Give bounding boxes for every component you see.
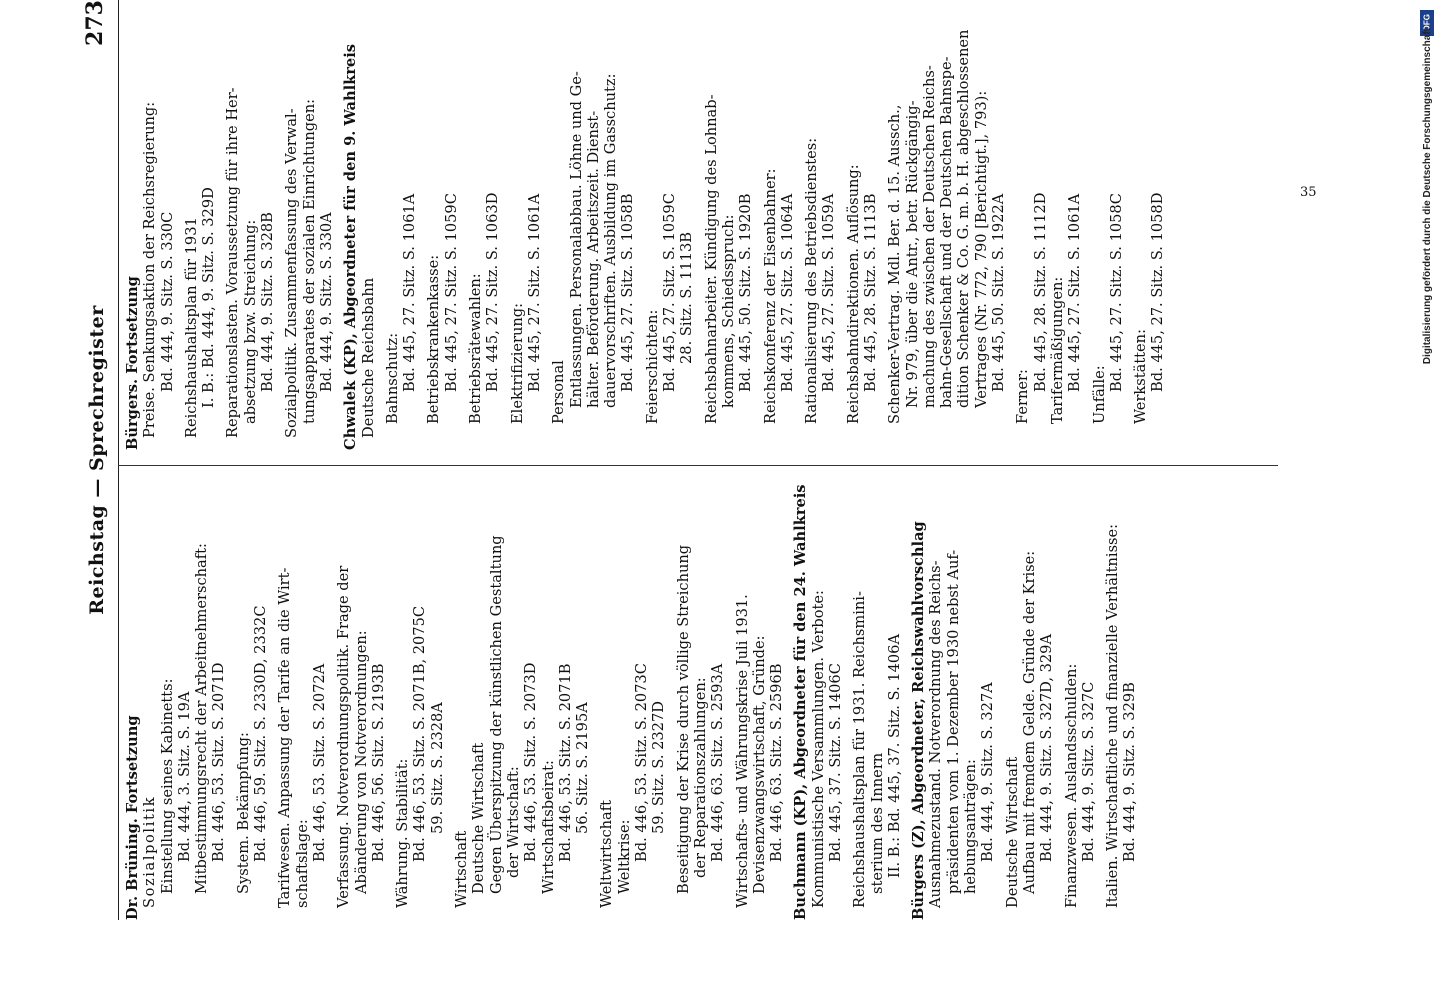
right-index-entry: Bd. 445, 27. Sitz. S. 1059C <box>661 193 679 392</box>
left-index-entry: hebungsanträgen: <box>962 759 980 894</box>
left-index-entry: Bd. 446, 53. Sitz. S. 2071B <box>556 663 574 862</box>
left-index-entry: Reichshaushaltsplan für 1931. Reichsmini- <box>851 591 869 908</box>
left-index-entry: Einstellung seines Kabinetts: <box>158 678 176 894</box>
right-index-entry: Vertrages (Nr. 772, 790 [Berichtigt.], 793): <box>972 90 990 408</box>
right-index-entry: Bd. 444, 9. Sitz. S. 330A <box>317 212 335 392</box>
left-index-entry: sterium des Innern <box>868 752 886 894</box>
right-index-entry: Chwalek (KP), Abgeordneter für den 9. Wahlkreis <box>342 44 360 450</box>
page-header <box>80 0 116 920</box>
right-index-entry: Bd. 445, 50. Sitz. S. 1922A <box>990 193 1008 392</box>
right-index-entry: Bd. 445, 27. Sitz. S. 1059C <box>442 193 460 392</box>
left-index-entry: präsidenten vom 1. Dezember 1930 nebst Auf- <box>944 549 962 894</box>
left-index-entry: Weltkrise: <box>615 819 633 894</box>
right-index-entry: Nr. 979, über die Antr., betr. Rückgängig- <box>903 100 921 408</box>
right-index-entry: Betriebskrankenkasse: <box>425 254 443 424</box>
right-index-entry: Elektrifizierung: <box>508 302 526 424</box>
left-index-entry: der Reparationszahlungen: <box>691 677 709 878</box>
right-index-entry: machung des zwischen der Deutschen Reichs- <box>920 65 938 408</box>
left-index-entry: Bd. 444, 9. Sitz. S. 329B <box>1121 682 1139 862</box>
left-index-entry: Währung. Stabilität: <box>394 758 412 908</box>
left-index-entry: Bd. 446, 53. Sitz. S. 2071B, 2075C <box>411 605 429 862</box>
rotated-page <box>80 0 1290 920</box>
right-index-entry: Bd. 444, 9. Sitz. S. 330C <box>158 211 176 392</box>
right-index-entry: Bd. 445, 27. Sitz. S. 1058B <box>619 193 637 392</box>
left-index-entry: Wirtschaftsbeirat: <box>539 760 557 894</box>
right-index-entry: Bd. 445, 28. Sitz. S. 1113B <box>861 193 879 392</box>
right-index-entry: 28. Sitz. S. 1113B <box>678 232 696 364</box>
right-index-entry: Bd. 445, 27. Sitz. S. 1064A <box>778 193 796 392</box>
right-index-entry: Personal <box>550 360 568 424</box>
left-index-entry: Devisenzwangswirtschaft, Gründe: <box>750 635 768 894</box>
left-index-entry: 59. Sitz. S. 2328A <box>428 702 446 834</box>
left-index-entry: Tarifwesen. Anpassung der Tarife an die Wirt- <box>276 567 294 908</box>
right-index-entry: Rationalisierung des Betriebsdienstes: <box>803 137 821 424</box>
right-index-entry: Reichskonferenz der Eisenbahner: <box>761 168 779 424</box>
left-index-entry: der Wirtschaft: <box>504 766 522 878</box>
page-number: 273 <box>82 0 108 46</box>
left-column <box>124 474 1139 920</box>
right-index-entry: Betriebsrätewahlen: <box>467 273 485 424</box>
right-index-entry: Bd. 445, 27. Sitz. S. 1063D <box>484 192 502 392</box>
right-index-entry: dauervorschriften. Ausbildung im Gasschutz: <box>602 73 620 408</box>
left-index-entry: Wirtschafts- und Währungskrise Juli 1931. <box>733 594 751 908</box>
left-index-entry: Aufbau mit fremdem Gelde. Gründe der Krise: <box>1020 550 1038 894</box>
left-index-entry: Bd. 444, 9. Sitz. S. 327C <box>1079 681 1097 862</box>
right-column <box>124 4 1167 450</box>
left-index-entry: System. Bekämpfung: <box>234 732 252 894</box>
left-index-entry: Finanzwesen. Auslandsschulden: <box>1062 663 1080 908</box>
column-divider <box>118 465 1278 466</box>
digitization-credit: Digitalisierung gefördert durch die Deutsche Forschungsgemeinschaft <box>1422 28 1433 365</box>
left-index-entry: Bd. 444, 3. Sitz. S. 19A <box>175 691 193 862</box>
left-index-entry: Dr. Brüning. Fortsetzung <box>124 715 141 920</box>
left-index-entry: Bd. 446, 63. Sitz. S. 2593A <box>709 663 727 862</box>
left-index-entry: Bd. 446, 63. Sitz. S. 2596B <box>768 663 786 862</box>
left-index-entry: Kommunistische Versammlungen. Verbote: <box>809 590 827 908</box>
right-index-entry: Preise. Senkungsaktion der Reichsregierung: <box>141 101 159 438</box>
left-index-entry: schaftslage: <box>293 819 311 908</box>
left-index-entry: Gegen Überspitzung der künstlichen Gestaltung <box>487 535 505 894</box>
right-index-entry: Ferner: <box>1014 369 1032 424</box>
right-index-entry: Unfälle: <box>1090 365 1108 424</box>
left-index-entry: II. B.: Bd. 445, 37. Sitz. S. 1406A <box>885 634 903 878</box>
left-index-entry: Mitbestimmungsrecht der Arbeitnehmerschaft: <box>193 543 211 894</box>
right-index-entry: dition Schenker & Co. G. m. b. H. abgeschlossenen <box>955 29 973 408</box>
right-index-entry: Reichsbahndirektionen. Auflösung: <box>844 164 862 424</box>
right-index-entry: Bd. 444, 9. Sitz. S. 328B <box>259 212 277 392</box>
left-index-entry: Deutsche Wirtschaft <box>1003 756 1021 908</box>
right-index-entry: Schenker-Vertrag. Mdl. Ber. d. 15. Aussch., <box>886 104 904 424</box>
right-index-entry: Bürgers. Fortsetzung <box>124 276 141 450</box>
right-index-entry: Bd. 445, 27. Sitz. S. 1058C <box>1107 193 1125 392</box>
right-index-entry: Bd. 445, 27. Sitz. S. 1061A <box>525 193 543 392</box>
left-index-entry: Abänderung von Notverordnungen: <box>352 630 370 894</box>
right-index-entry: Bd. 445, 27. Sitz. S. 1059A <box>820 193 838 392</box>
left-index-entry: Bd. 446, 53. Sitz. S. 2071D <box>210 662 228 862</box>
right-index-entry: Reichshaushaltsplan für 1931 <box>182 217 200 438</box>
right-index-entry: Bahnschutz: <box>383 332 401 424</box>
right-index-entry: bahn-Gesellschaft und der Deutschen Bahnspe- <box>938 56 956 408</box>
right-index-entry: I. B.: Bd. 444, 9. Sitz. S. 329D <box>200 187 218 408</box>
right-index-entry: hälter. Beförderung. Arbeitszeit. Dienst- <box>584 110 602 408</box>
left-index-entry: 59. Sitz. S. 2327D <box>650 701 668 834</box>
left-index-entry: Weltwirtschaft <box>598 799 616 908</box>
left-index-entry: Bd. 445, 37. Sitz. S. 1406C <box>826 663 844 862</box>
digitization-sidebar <box>1420 10 1434 395</box>
left-index-entry: Bd. 446, 56. Sitz. S. 2193B <box>369 663 387 862</box>
left-index-entry: Bd. 446, 53. Sitz. S. 2073C <box>633 663 651 862</box>
right-index-entry: Reichsbahnarbeiter. Kündigung des Lohnab- <box>702 94 720 424</box>
left-index-entry: Wirtschaft <box>453 830 471 908</box>
left-index-entry: Beseitigung der Krise durch völlige Streichung <box>674 544 692 894</box>
right-index-entry: Sozialpolitik. Zusammenfassung des Verwal- <box>283 108 301 438</box>
right-index-entry: Reparationslasten. Voraussetzung für ihre Her- <box>224 87 242 438</box>
left-index-entry: Bd. 444, 9. Sitz. S. 327A <box>979 682 997 862</box>
right-index-entry: Deutsche Reichsbahn <box>359 277 377 438</box>
left-index-entry: Sozialpolitik <box>141 795 159 908</box>
right-index-entry: Bd. 445, 27. Sitz. S. 1061A <box>1066 193 1084 392</box>
left-index-entry: Bd. 446, 59. Sitz. S. 2330D, 2332C <box>252 605 270 862</box>
right-index-entry: Tarifermäßigungen: <box>1048 276 1066 424</box>
right-index-entry: absetzung bzw. Streichung: <box>241 219 259 424</box>
left-index-entry: Bd. 446, 53. Sitz. S. 2073D <box>522 662 540 862</box>
left-index-entry: Ausnahmezustand. Notverordnung des Reichs- <box>927 560 945 908</box>
left-index-entry: Bd. 444, 9. Sitz. S. 327D, 329A <box>1038 634 1056 862</box>
right-index-entry: tungsapparates der sozialen Einrichtungen: <box>300 98 318 424</box>
left-index-entry: 56. Sitz. S. 2195A <box>574 702 592 834</box>
right-index-entry: Bd. 445, 27. Sitz. S. 1058D <box>1149 192 1167 392</box>
left-index-entry: Bd. 446, 53. Sitz. S. 2072A <box>310 663 328 862</box>
left-index-entry: Bürgers (Z), Abgeordneter, Reichswahlvorschlag <box>910 521 928 920</box>
right-index-entry: kommens, Schiedsspruch: <box>719 214 737 408</box>
left-index-entry: Italien. Wirtschaftliche und finanzielle Verhältnisse: <box>1104 523 1122 908</box>
right-index-entry: Bd. 445, 50. Sitz. S. 1920B <box>737 193 755 392</box>
page-title: Reichstag — Sprechregister <box>86 305 108 615</box>
left-index-entry: Buchmann (KP), Abgeordneter für den 24. Wahlkreis <box>792 484 810 920</box>
dfg-logo-text: DFG <box>1422 14 1432 31</box>
right-index-entry: Bd. 445, 27. Sitz. S. 1061A <box>401 193 419 392</box>
left-index-entry: Deutsche Wirtschaft <box>470 742 488 894</box>
left-index-entry: Verfassung. Notverordnungspolitik. Frage der <box>335 565 353 908</box>
right-index-entry: Feierschichten: <box>643 309 661 424</box>
right-index-entry: Entlassungen. Personalabbau. Löhne und Ge- <box>567 71 585 408</box>
right-index-entry: Bd. 445, 28. Sitz. S. 1112D <box>1031 192 1049 392</box>
header-rule <box>118 0 119 920</box>
sheet-number: 35 <box>1300 185 1317 200</box>
right-index-entry: Werkstätten: <box>1132 328 1150 424</box>
